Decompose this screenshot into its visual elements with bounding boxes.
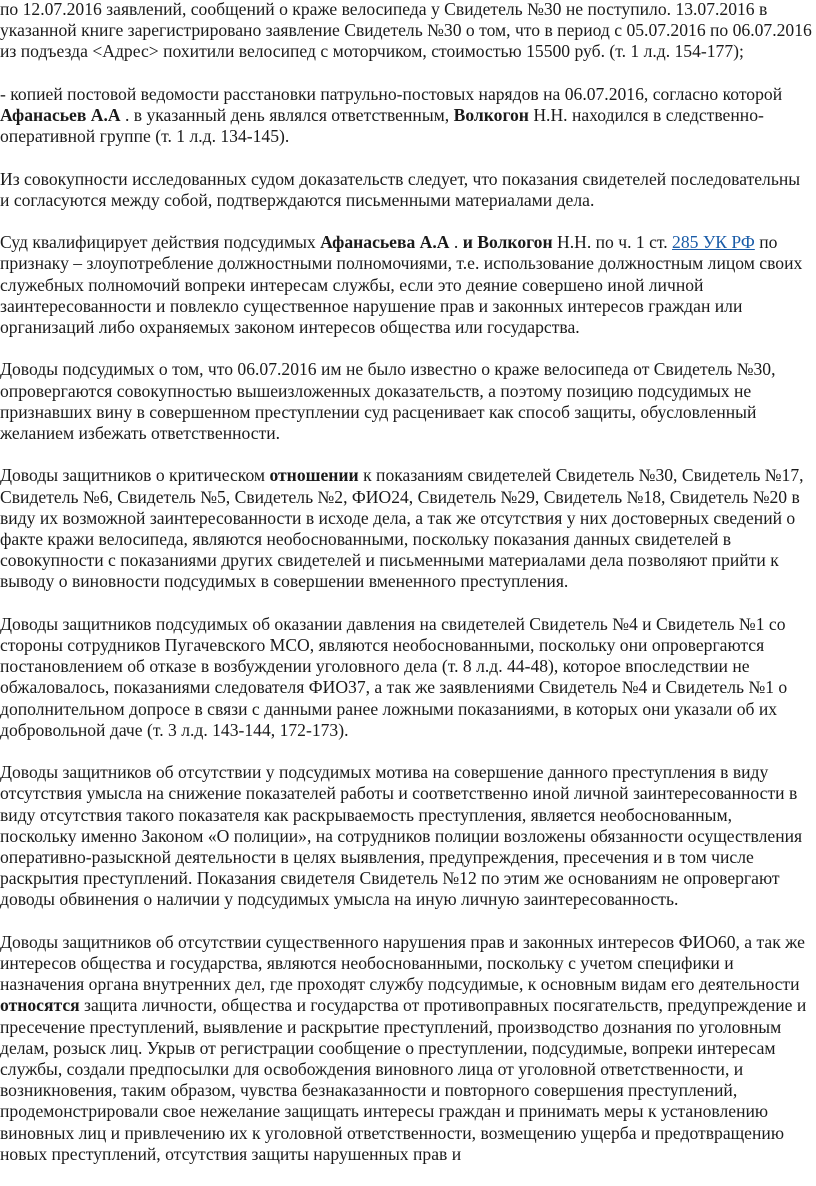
paragraph-6 <box>0 465 812 592</box>
paragraph-3 <box>0 169 812 211</box>
text-run: Доводы защитников об отсутствии у подсудимых мотива на совершение данного преступления в виду отсутствия умысла на снижение показателей работы и соответственно иной личной заинтересованности в виду отсутствия такого показателя как раскрываемость преступления, является необоснованным, поскольку именно Законом «О полиции», на сотрудников полиции возложены обязанности осуществления оперативно-разыскной деятельности в целях выявления, предупреждения, пресечения и в том числе раскрытия преступлений. Показания свидетеля Свидетель №12 по этим же основаниям не опровергают доводы обвинения о наличии у подсудимых умысла на иную личную заинтересованность. <box>0 762 803 910</box>
bold-text: Волкогон <box>453 105 529 125</box>
text-run: по признаку – злоупотребление должностными полномочиями, т.е. использование должностным лицом своих служебных полномочий вопреки интересам службы, если это деяние совершено иной личной заинтересованности и повлекло существенное нарушение прав и законных интересов граждан или организаций либо охраняемых законом интересов общества или государства. <box>0 232 803 337</box>
text-run: Н.Н. по ч. 1 ст. <box>552 232 673 253</box>
bold-text: относятся <box>0 995 80 1016</box>
paragraph-4 <box>0 232 812 338</box>
law-reference-link[interactable]: 285 УК РФ <box>672 232 755 253</box>
text-run: Из совокупности исследованных судом доказательств следует, что показания свидетелей последовательны и согласуются между собой, подтверждаются письменными материалами дела. <box>0 168 801 210</box>
text-run: . <box>449 232 463 253</box>
text-run: к показаниям свидетелей Свидетель №30, Свидетель №17, Свидетель №6, Свидетель №5, Свидетель №2, ФИО24, Свидетель №29, Свидетель №18, Свидетель №20 в виду их возможной заинтересованности в исходе дела, а так же отсутствия у них достоверных сведений о факте кражи велосипеда, являются необоснованными, поскольку показания данных свидетелей в совокупности с показаниями других свидетелей и письменными материалами дела позволяют прийти к выводу о виновности подсудимых в совершении вмененного преступления. <box>0 465 804 592</box>
paragraph-9 <box>0 932 812 1165</box>
text-run: - копией постовой ведомости расстановки патрульно-постовых нарядов на 06.07.2016, согласно которой <box>0 83 783 104</box>
bold-text: отношении <box>269 465 359 486</box>
text-run: Доводы защитников об отсутствии существенного нарушения прав и законных интересов ФИО60, а так же интересов общества и государства, являются необоснованными, поскольку с учетом специфики и назначения органа внутренних дел, где проходят службу подсудимые, к основным видам его деятельности <box>0 931 805 995</box>
paragraph-1 <box>0 0 812 63</box>
bold-text: Афанасьев А.А <box>0 105 121 125</box>
text-run: Суд квалифицирует действия подсудимых <box>0 232 321 253</box>
text-run: Доводы защитников о критическом <box>0 465 270 486</box>
bold-text: и Волкогон <box>462 232 553 253</box>
text-run: Н.Н. находился в следственно-оперативной группе (т. 1 л.д. 134-145). <box>0 105 764 147</box>
text-run: . в указанный день являлся ответственным, <box>120 105 454 125</box>
text-run: защита личности, общества и государства от противоправных посягательств, предупреждение и пресечение преступлений, выявление и раскрытие преступлений, производство дознания по уголовным делам, розыск лиц. Укрыв от регистрации сообщение о преступлении, подсудимые, вопреки интересам службы, создали предпосылки для освобождения виновного лица от уголовной ответственности, и возникновения, таким образом, чувства безнаказанности и повторного совершения преступлений, продемонстрировали свое нежелание защищать интересы граждан и принимать меры к установлению виновных лиц и привлечению их к уголовной ответственности, возмещению ущерба и предотвращению новых преступлений, отсутствия защиты нарушенных прав и <box>0 995 807 1164</box>
paragraph-2 <box>0 84 812 148</box>
text-run: Доводы защитников подсудимых об оказании давления на свидетелей Свидетель №4 и Свидетель №1 со стороны сотрудников Пугачевского МСО, являются необоснованными, поскольку они опровергаются постановлением об отказе в возбуждении уголовного дела (т. 8 л.д. 44-48), которое впоследствии не обжаловалось, показаниями следователя ФИО37, а так же заявлениями Свидетель №4 и Свидетель №1 о дополнительном допросе в связи с данными ранее ложными показаниями, в которых они указали об их добровольной даче (т. 3 л.д. 143-144, 172-173). <box>0 613 788 740</box>
paragraph-8 <box>0 762 812 910</box>
paragraph-5 <box>0 359 812 444</box>
text-run: Доводы подсудимых о том, что 06.07.2016 им не было известно о краже велосипеда от Свидетель №30, опровергаются совокупностью вышеизложенных доказательств, а поэтому позицию подсудимых не признавших вину в совершенном преступлении суд расценивает как способ защиты, обусловленный желанием избежать ответственности. <box>0 359 776 443</box>
paragraph-7 <box>0 614 812 741</box>
text-run: по 12.07.2016 заявлений, сообщений о краже велосипеда у Свидетель №30 не поступило. 13.07.2016 в указанной книге зарегистрировано заявление Свидетель №30 о том, что в период с 05.07.2016 по 06.07.2016 из подъезда <Адрес> похитили велосипед с моторчиком, стоимостью 15500 руб. (т. 1 л.д. 154-177); <box>0 0 812 62</box>
bold-text: Афанасьева А.А <box>320 232 450 253</box>
